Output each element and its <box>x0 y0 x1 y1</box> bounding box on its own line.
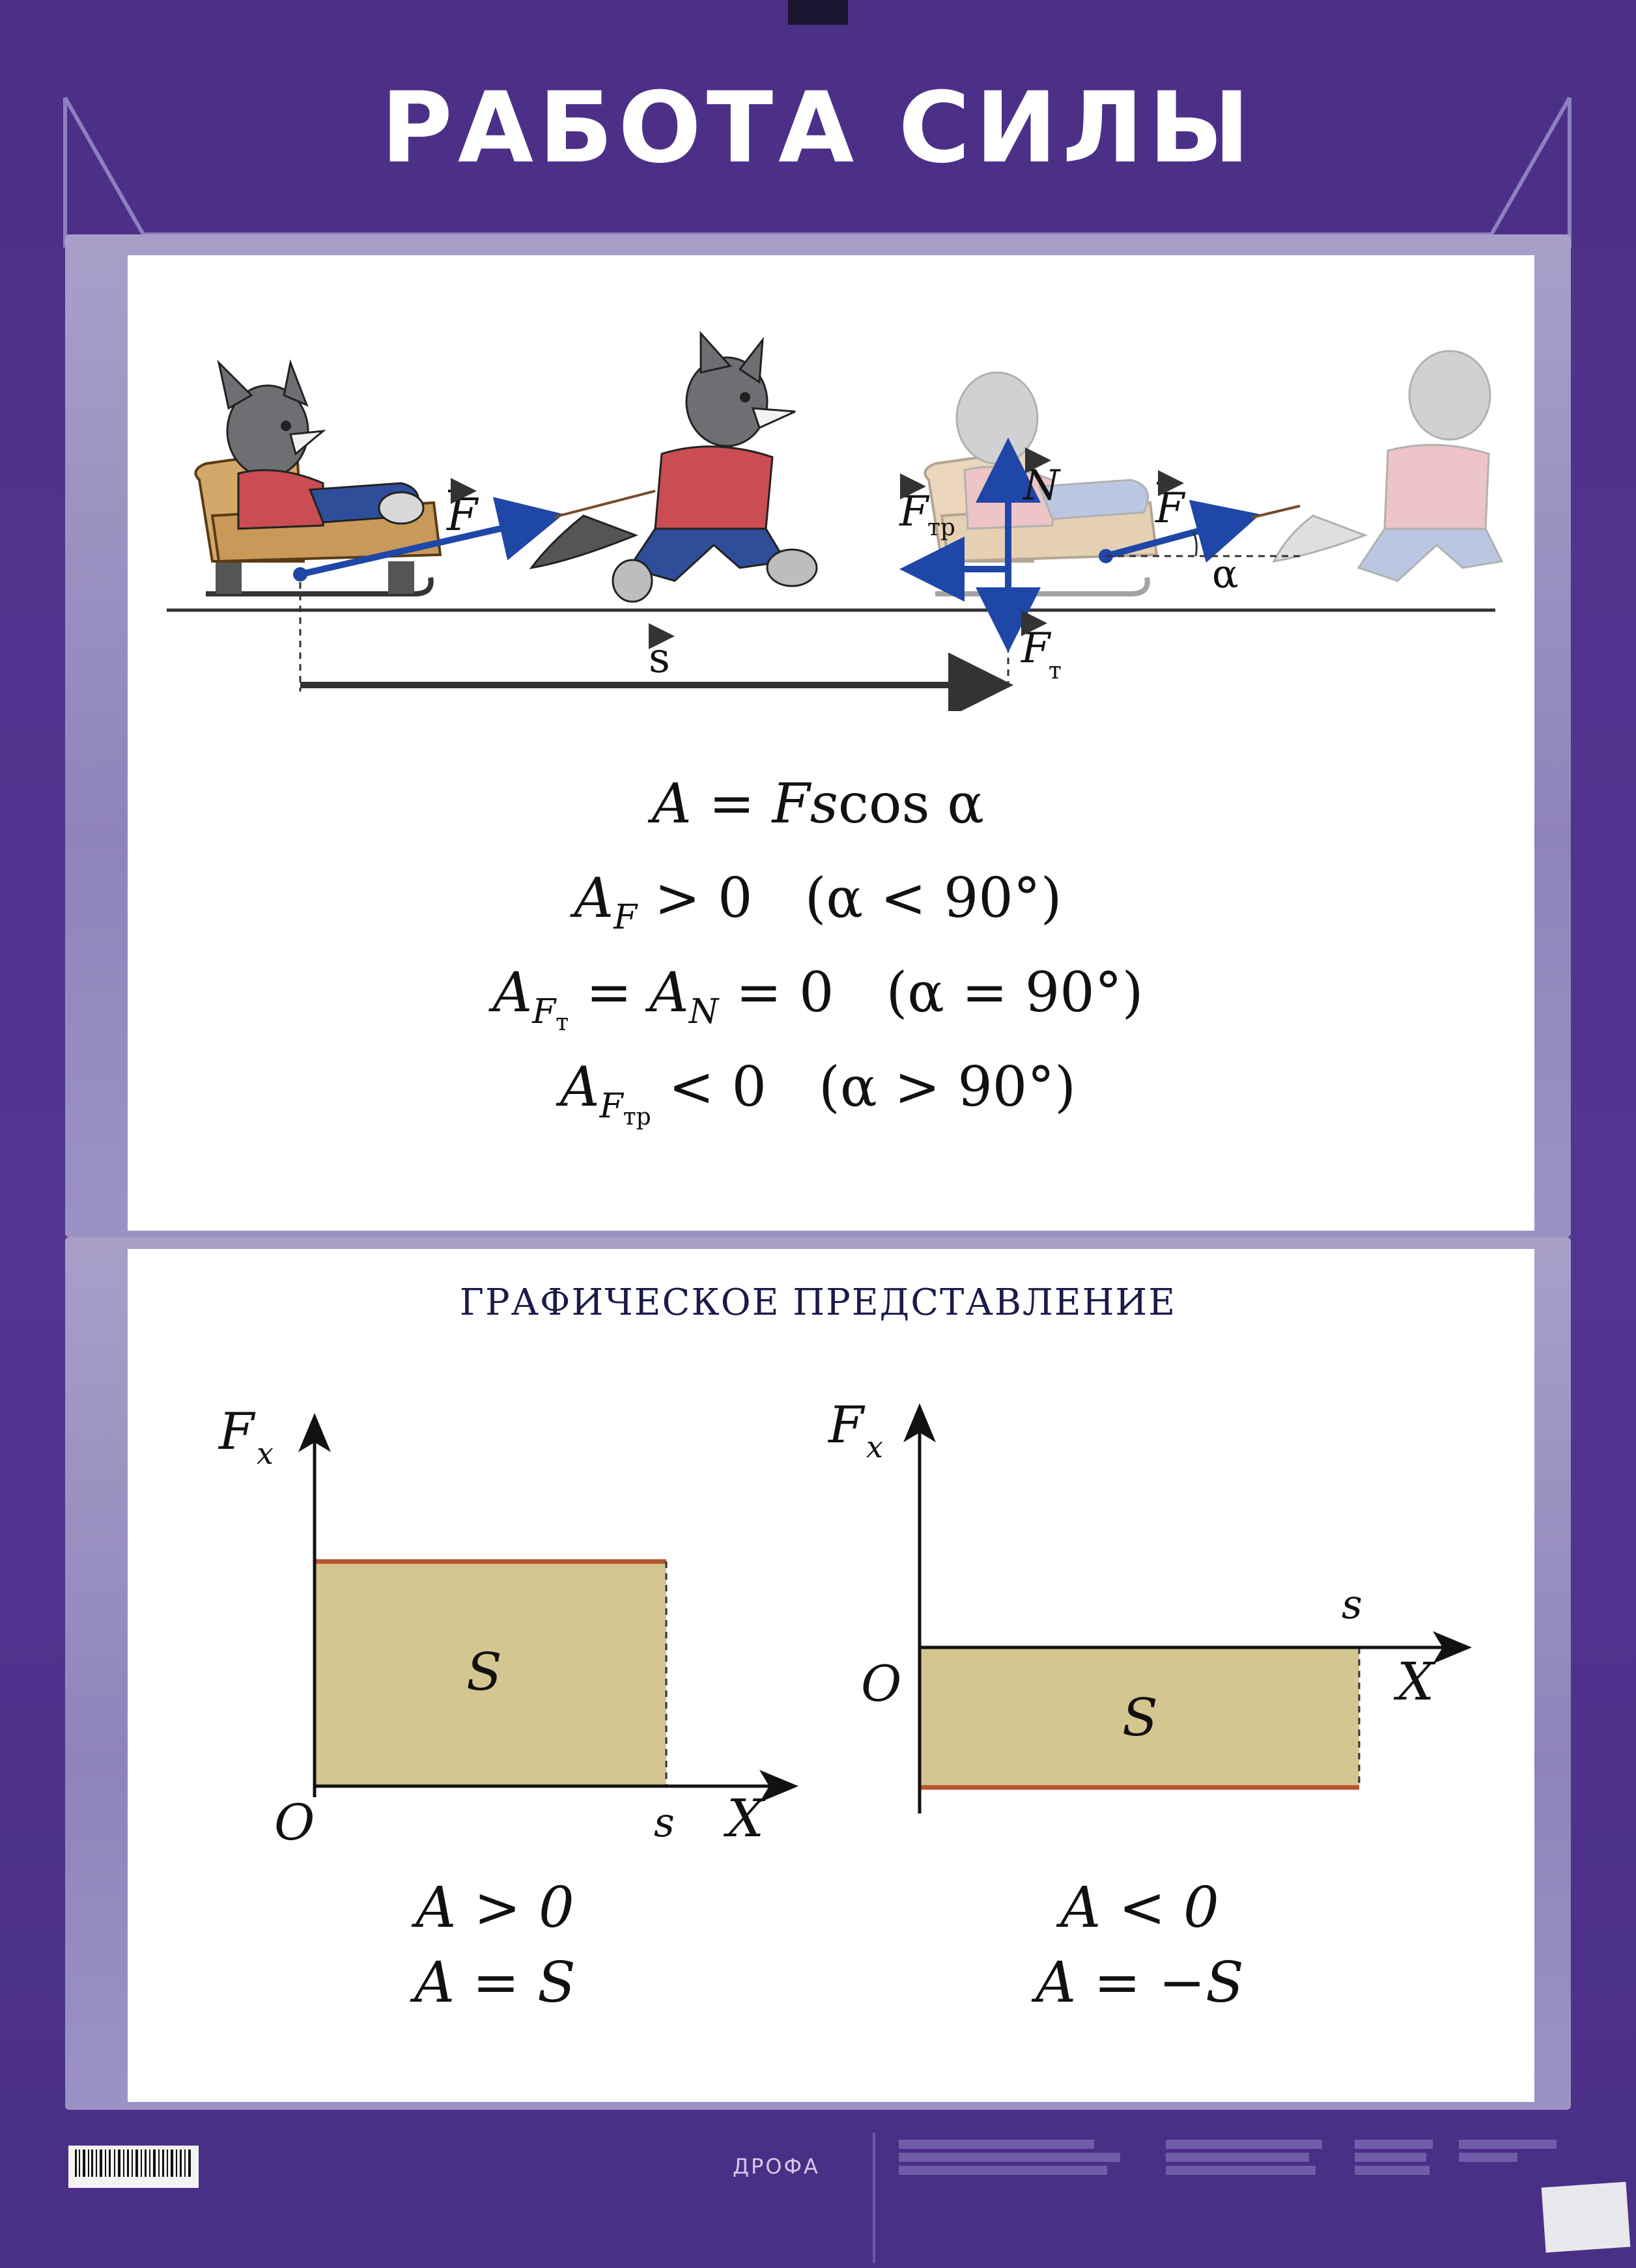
barcode <box>68 2146 199 2188</box>
graph-positive <box>128 1380 844 1901</box>
publisher-logo: ДРОФА <box>733 2154 820 2179</box>
wolf-sitting <box>219 363 423 529</box>
footer-credits-2 <box>1166 2136 1335 2179</box>
formula-positive: $A_F > 0$ (α < 90°) <box>574 866 1062 938</box>
footer-credits-4 <box>1459 2136 1570 2166</box>
label-s-left: s <box>654 1799 675 1846</box>
footer-divider <box>873 2133 875 2263</box>
label-s-right: s <box>1342 1580 1362 1628</box>
label-s: s <box>649 634 670 682</box>
label-F-left: F <box>447 490 478 541</box>
sled-scene <box>128 255 1534 711</box>
hanger-clip <box>788 0 848 25</box>
label-F-right: F <box>1155 484 1185 533</box>
wolf-pulling <box>531 333 817 602</box>
formula-negative: $A_{F_{тр}} < 0$ (α > 90°) <box>559 1055 1076 1130</box>
label-Fx-right-sub: x <box>866 1429 883 1464</box>
label-X-right: X <box>1397 1651 1434 1712</box>
label-Ft-sub: т <box>1049 658 1062 684</box>
graphic-heading: ГРАФИЧЕСКОЕ ПРЕДСТАВЛЕНИЕ <box>459 1281 1177 1324</box>
footer-credits-3 <box>1355 2136 1446 2179</box>
label-Fx-right: F <box>828 1396 864 1455</box>
label-N: N <box>1023 462 1060 510</box>
label-X-left: X <box>727 1788 764 1849</box>
label-Ftr-sub: тр <box>927 514 955 541</box>
label-O-right: O <box>861 1655 902 1713</box>
label-S-left: S <box>466 1642 502 1702</box>
conclusion-positive-2: A = S <box>414 1950 576 2015</box>
conclusion-positive-1: A > 0 <box>416 1875 574 1940</box>
wolf-pulling-faded <box>1274 351 1502 581</box>
label-S-right: S <box>1122 1687 1158 1748</box>
label-Fx-left-sub: x <box>257 1436 274 1471</box>
label-Fx-left: F <box>219 1403 255 1461</box>
label-Ft: F <box>1021 624 1051 673</box>
conclusion-negative-1: A < 0 <box>1060 1875 1219 1940</box>
label-O-left: O <box>274 1793 315 1851</box>
formula-work: A = Fscos α <box>651 772 984 835</box>
formula-zero: $A_{F_т} = A_N = 0$ (α = 90°) <box>492 960 1144 1036</box>
label-alpha: α <box>1212 552 1239 597</box>
label-Ftr: F <box>899 488 929 536</box>
sticker <box>1542 2182 1631 2253</box>
poster-title: РАБОТА СИЛЫ <box>380 72 1256 185</box>
conclusion-negative-2: A = −S <box>1036 1950 1244 2015</box>
footer-credits-1 <box>899 2136 1146 2179</box>
graph-negative <box>814 1380 1530 1901</box>
